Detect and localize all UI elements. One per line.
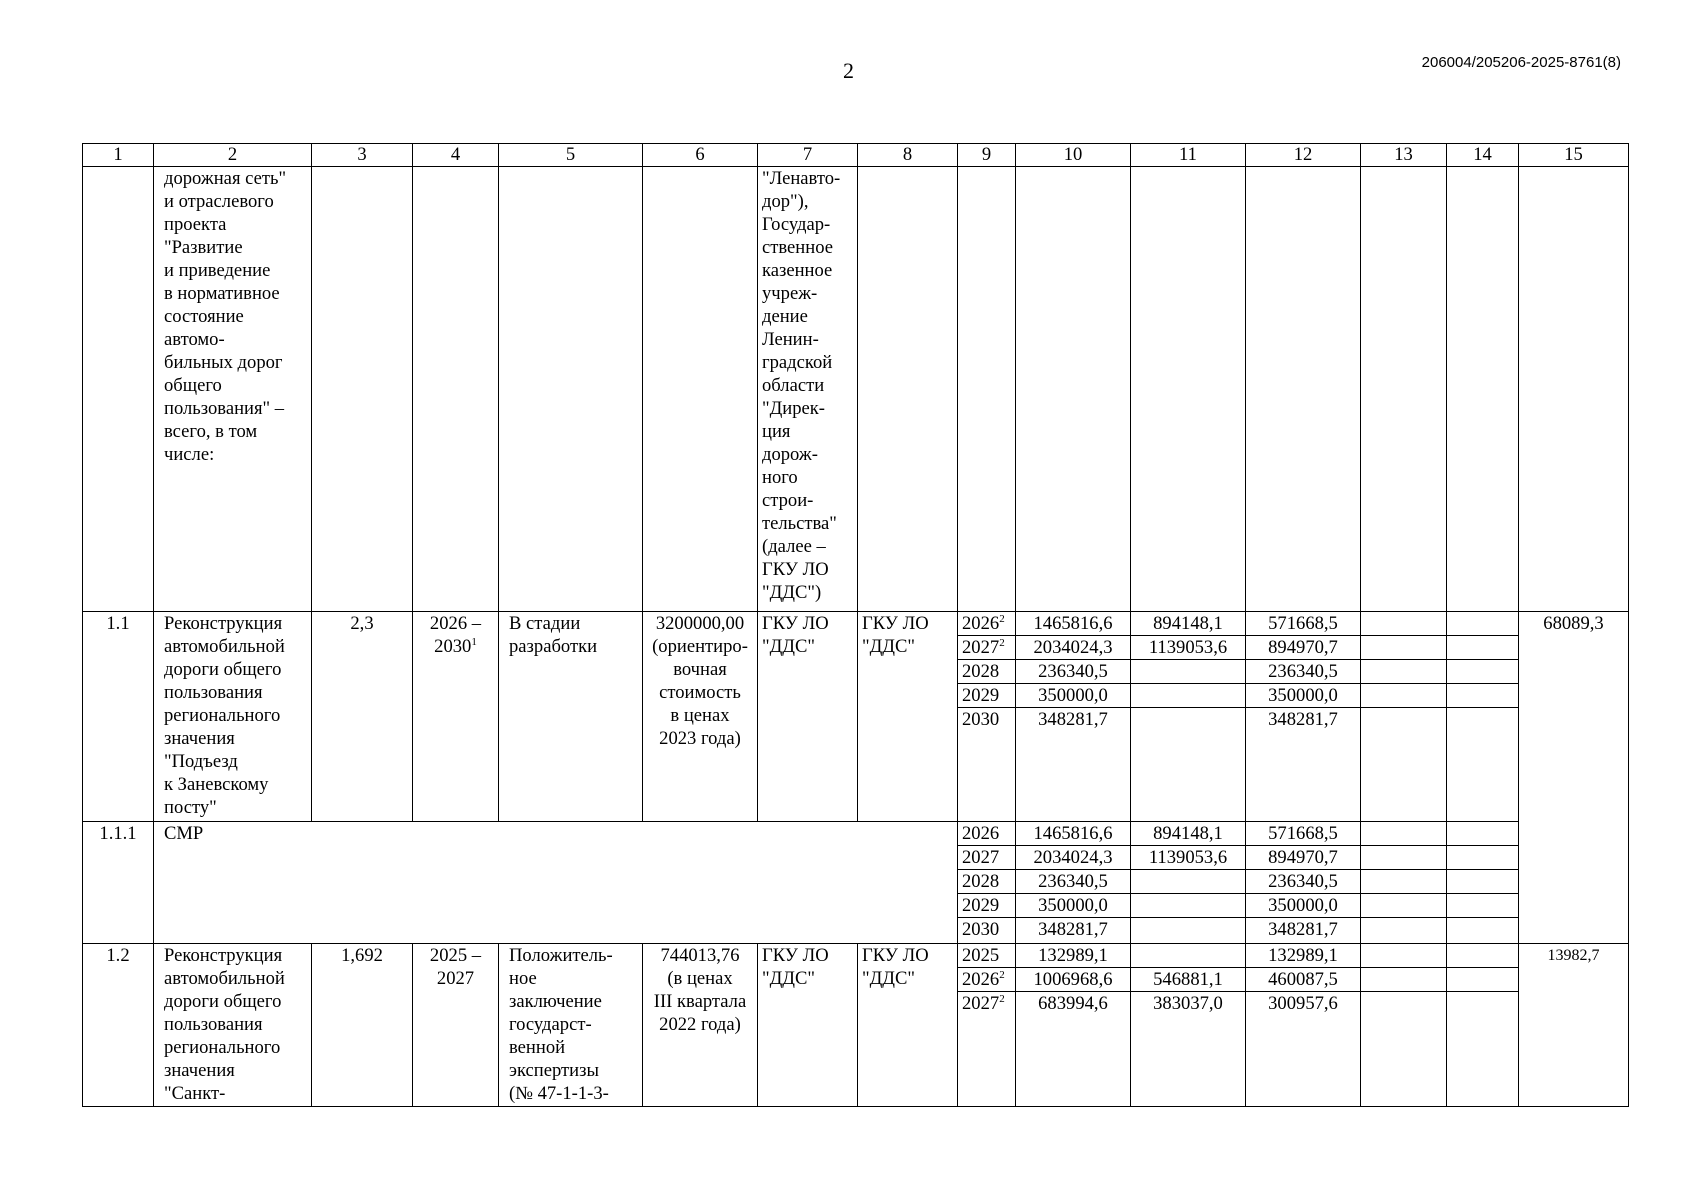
amount: 894148,1	[1131, 822, 1245, 846]
amount: 894970,7	[1246, 636, 1360, 660]
amount: 571668,5	[1246, 822, 1360, 846]
amount: 894148,1	[1131, 612, 1245, 636]
amount: 132989,1	[1246, 944, 1360, 968]
years-cell	[958, 822, 1016, 944]
amount: 460087,5	[1246, 968, 1360, 992]
column-number-row	[83, 144, 1629, 167]
col-number: 4	[413, 144, 499, 167]
table-row	[83, 612, 1629, 822]
footnote-mark: 2	[999, 969, 1005, 981]
amount: 350000,0	[1016, 684, 1130, 708]
period-end: 2027	[436, 968, 475, 989]
amount: 348281,7	[1038, 709, 1108, 730]
year: 2030	[962, 919, 1000, 940]
col-number: 2	[154, 144, 312, 167]
amount: 894970,7	[1246, 846, 1360, 870]
year-value: 2026	[962, 969, 1000, 990]
document-id: 206004/205206-2025-8761(8)	[1421, 54, 1621, 71]
customer-text: ГКУ ЛО "ДДС"	[758, 612, 858, 822]
footnote-mark: 2	[999, 993, 1005, 1005]
amount: 236340,5	[1246, 660, 1360, 684]
amount: 1139053,6	[1131, 636, 1245, 660]
amount	[1131, 918, 1245, 941]
year-value: 2026	[962, 613, 1000, 634]
period-value	[413, 944, 499, 1107]
status-text: В стадии разработки	[499, 612, 643, 822]
amount: 571668,5	[1246, 612, 1360, 636]
length-value: 2,3	[312, 612, 413, 822]
work-type: СМР	[154, 822, 958, 944]
object-name: Реконструкция автомобильной дороги общего пользования регионального значения "Подъезд к Заневскому посту"	[154, 612, 312, 822]
year: 2028	[958, 870, 1015, 894]
year-value: 2027	[962, 993, 1000, 1014]
years-cell	[958, 612, 1016, 822]
col15-value: 13982,7	[1519, 944, 1629, 1107]
amount: 1465816,6	[1016, 612, 1130, 636]
amount: 1139053,6	[1131, 846, 1245, 870]
col14-cell	[1447, 944, 1519, 1107]
amount: 1465816,6	[1016, 822, 1130, 846]
amount: 1006968,6	[1016, 968, 1130, 992]
col13-cell	[1361, 944, 1447, 1107]
footnote-mark: 2	[999, 637, 1005, 649]
page-number: 2	[843, 58, 854, 83]
footnote-mark: 1	[471, 636, 477, 648]
table-row-continuation	[83, 167, 1629, 612]
amount: 546881,1	[1131, 968, 1245, 992]
amount: 2034024,3	[1016, 636, 1130, 660]
federal-cell	[1131, 944, 1246, 1107]
executor-text: ГКУ ЛО "ДДС"	[858, 944, 958, 1107]
amount	[1131, 660, 1245, 684]
executor-cell: "Ленавто- дор"), Государ- ственное казенное учреж- дение Ленин- градской области "Дирек- ция дорож- ного строи- тельства" (далее – ГКУ ЛО "ДДС")	[758, 167, 858, 612]
status-text: Положитель- ное заключение государст- венной экспертизы (№ 47-1-1-3-	[499, 944, 643, 1107]
amount: 300957,6	[1268, 993, 1338, 1014]
col15-value: 68089,3	[1519, 612, 1629, 944]
col14-cell	[1447, 822, 1519, 944]
col-number: 3	[312, 144, 413, 167]
year	[958, 992, 1015, 1015]
period-end-year: 2030	[434, 636, 472, 657]
year	[958, 612, 1015, 636]
period-value	[413, 612, 499, 822]
amount	[1131, 708, 1245, 731]
amount: 350000,0	[1246, 894, 1360, 918]
col-number: 1	[83, 144, 154, 167]
amount: 383037,0	[1153, 993, 1223, 1014]
col-number: 7	[758, 144, 858, 167]
col-number: 5	[499, 144, 643, 167]
col-number: 14	[1447, 144, 1519, 167]
program-table	[82, 143, 1629, 1107]
regional-cell	[1246, 944, 1361, 1107]
length-value: 1,692	[312, 944, 413, 1107]
total-cell	[1016, 822, 1131, 944]
cost-value: 3200000,00 (ориентиро- вочная стоимость в ценах 2023 года)	[643, 612, 758, 822]
table-row-smr	[83, 822, 1629, 944]
period-start: 2025 –	[429, 945, 482, 966]
project-name-cell: дорожная сеть" и отраслевого проекта "Развитие и приведение в нормативное состояние автомо- бильных дорог общего пользования" – всего, в том числе:	[154, 167, 312, 612]
amount: 2034024,3	[1016, 846, 1130, 870]
amount: 132989,1	[1016, 944, 1130, 968]
amount	[1131, 684, 1245, 708]
executor-text: ГКУ ЛО "ДДС"	[858, 612, 958, 822]
federal-cell	[1131, 822, 1246, 944]
amount: 348281,7	[1268, 709, 1338, 730]
federal-cell	[1131, 612, 1246, 822]
amount: 348281,7	[1038, 919, 1108, 940]
year	[958, 968, 1015, 992]
amount: 350000,0	[1016, 894, 1130, 918]
footnote-mark: 2	[999, 613, 1005, 625]
table-row	[83, 944, 1629, 1107]
amount: 348281,7	[1268, 919, 1338, 940]
col13-cell	[1361, 612, 1447, 822]
col-number: 9	[958, 144, 1016, 167]
year-value: 2027	[962, 637, 1000, 658]
regional-cell	[1246, 822, 1361, 944]
period-start: 2026 –	[429, 613, 482, 634]
amount	[1131, 870, 1245, 894]
col-number: 12	[1246, 144, 1361, 167]
amount: 236340,5	[1246, 870, 1360, 894]
period-end	[413, 635, 498, 658]
year: 2028	[958, 660, 1015, 684]
regional-cell	[1246, 612, 1361, 822]
col14-cell	[1447, 612, 1519, 822]
col-number: 10	[1016, 144, 1131, 167]
col13-cell	[1361, 822, 1447, 944]
amount: 236340,5	[1016, 660, 1130, 684]
amount	[1131, 894, 1245, 918]
amount: 683994,6	[1038, 993, 1108, 1014]
customer-text: ГКУ ЛО "ДДС"	[758, 944, 858, 1107]
amount: 236340,5	[1016, 870, 1130, 894]
year: 2029	[958, 894, 1015, 918]
total-cell	[1016, 944, 1131, 1107]
total-cell	[1016, 612, 1131, 822]
object-name: Реконструкция автомобильной дороги общего пользования регионального значения "Санкт-	[154, 944, 312, 1107]
col-number: 13	[1361, 144, 1447, 167]
amount	[1131, 944, 1245, 968]
year: 2030	[962, 709, 1000, 730]
row-number: 1.1.1	[83, 822, 154, 944]
row-number: 1.1	[83, 612, 154, 822]
amount: 350000,0	[1246, 684, 1360, 708]
cost-value: 744013,76 (в ценах III квартала 2022 года)	[643, 944, 758, 1107]
years-cell	[958, 944, 1016, 1107]
row-number: 1.2	[83, 944, 154, 1107]
year: 2025	[958, 944, 1015, 968]
col-number: 15	[1519, 144, 1629, 167]
col-number: 6	[643, 144, 758, 167]
year: 2029	[958, 684, 1015, 708]
col-number: 11	[1131, 144, 1246, 167]
year: 2026	[958, 822, 1015, 846]
year	[958, 636, 1015, 660]
year: 2027	[958, 846, 1015, 870]
col-number: 8	[858, 144, 958, 167]
